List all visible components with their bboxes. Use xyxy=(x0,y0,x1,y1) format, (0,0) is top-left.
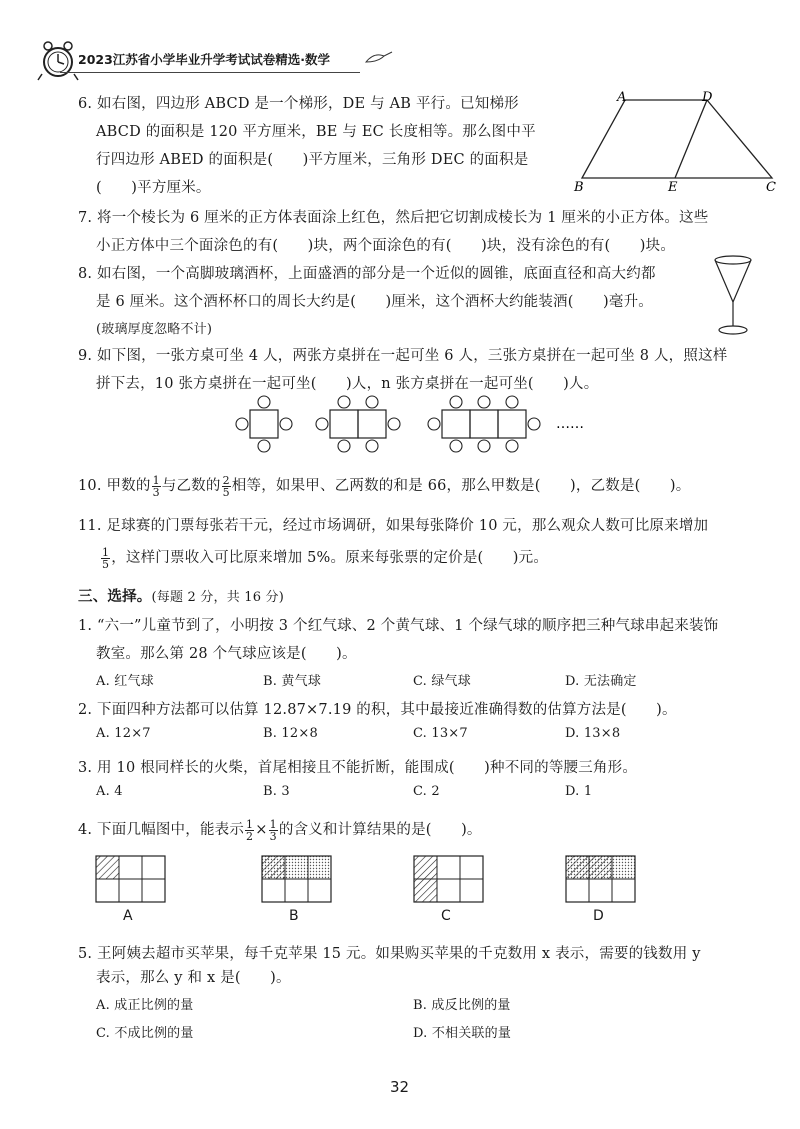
q10-prefix: 10. 甲数的 xyxy=(78,478,151,494)
label-e: E xyxy=(668,180,678,195)
q11-line-2-text: ，这样门票收入可比原来增加 5%。原来每张票的定价是( )元。 xyxy=(111,550,549,566)
leaf-ornament-icon xyxy=(364,48,394,68)
tables-ellipsis: …… xyxy=(556,416,584,432)
q8-line-2: 是 6 厘米。这个酒杯杯口的周长大约是( )厘米，这个酒杯大约能装酒( )毫升。 xyxy=(96,294,653,310)
c3-line-1: 3. 用 10 根同样长的火柴，首尾相接且不能折断，能围成( )种不同的等腰三角形。 xyxy=(78,760,638,776)
q11-fraction xyxy=(101,547,110,570)
c2-option-d[interactable]: D. 13×8 xyxy=(565,726,621,741)
q11-f-den: 5 xyxy=(102,557,110,571)
clock-mascot-icon xyxy=(34,34,82,82)
label-a: A xyxy=(617,90,627,105)
grid-c[interactable] xyxy=(414,856,483,902)
q10-suffix: 相等，如果甲、乙两数的和是 66，那么甲数是( )，乙数是( )。 xyxy=(231,478,691,494)
q11-line-2 xyxy=(100,546,548,570)
c4-fraction-2 xyxy=(269,819,278,842)
c4-f2-num: 1 xyxy=(269,817,277,831)
grid-a[interactable] xyxy=(96,856,165,902)
tables-figure xyxy=(230,392,610,464)
q8-line-1: 8. 如右图，一个高脚玻璃酒杯，上面盛酒的部分是一个近似的圆锥，底面直径和高大约都 xyxy=(78,266,656,282)
c4-fraction-1 xyxy=(245,819,254,842)
grid-label-b: B xyxy=(289,908,299,924)
q8-line-3: (玻璃厚度忽略不计) xyxy=(96,322,213,337)
q9-line-1: 9. 如下图，一张方桌可坐 4 人，两张方桌拼在一起可坐 6 人，三张方桌拼在一起可坐 8 人，照这样 xyxy=(78,348,728,364)
c4-f1-num: 1 xyxy=(246,817,254,831)
c4-line-1 xyxy=(78,818,482,842)
q6-line-3: 行四边形 ABED 的面积是( )平方厘米，三角形 DEC 的面积是 xyxy=(96,152,529,168)
section-3-note: (每题 2 分，共 16 分) xyxy=(151,590,284,605)
q11-line-1: 11. 足球赛的门票每张若干元，经过市场调研，如果每张降价 10 元，那么观众人数可比原来增加 xyxy=(78,518,709,534)
q10-line xyxy=(78,474,690,498)
c2-line-1: 2. 下面四种方法都可以估算 12.87×7.19 的积，其中最接近准确得数的估算方法是( )。 xyxy=(78,702,677,718)
c5-option-a[interactable]: A. 成正比例的量 xyxy=(96,998,194,1013)
q7-line-1: 7. 将一个棱长为 6 厘米的正方体表面涂上红色，然后把它切割成棱长为 1 厘米的小正方体。这些 xyxy=(78,210,709,226)
section-3-heading xyxy=(78,585,284,606)
header-title: 2023江苏省小学毕业升学考试试卷精选·数学 xyxy=(78,52,331,67)
q9-line-2: 拼下去，10 张方桌拼在一起可坐( )人，n 张方桌拼在一起可坐( )人。 xyxy=(96,376,599,392)
c4-times: × xyxy=(255,822,268,838)
c1-option-a[interactable]: A. 红气球 xyxy=(96,674,154,689)
c5-line-1: 5. 王阿姨去超市买苹果，每千克苹果 15 元。如果购买苹果的千克数用 x 表示，需要的钱数用 y xyxy=(78,946,701,962)
grid-b[interactable] xyxy=(262,856,331,902)
label-c: C xyxy=(766,180,776,195)
grid-label-d: D xyxy=(593,908,604,924)
section-3-title: 三、选择。 xyxy=(78,588,152,605)
c3-option-b[interactable]: B. 3 xyxy=(263,784,290,799)
q6-line-2: ABCD 的面积是 120 平方厘米，BE 与 EC 长度相等。那么图中平 xyxy=(96,124,536,140)
q10-f1-den: 3 xyxy=(152,485,160,499)
c4-prefix: 4. 下面几幅图中，能表示 xyxy=(78,822,245,838)
c4-f1-den: 2 xyxy=(246,829,254,843)
q11-f-num: 1 xyxy=(102,545,110,559)
wine-glass-figure xyxy=(708,252,758,340)
c3-option-d[interactable]: D. 1 xyxy=(565,784,593,799)
grid-d[interactable] xyxy=(566,856,635,902)
c4-f2-den: 3 xyxy=(269,829,277,843)
c5-option-c[interactable]: C. 不成比例的量 xyxy=(96,1026,194,1041)
c1-option-b[interactable]: B. 黄气球 xyxy=(263,674,322,689)
c2-option-b[interactable]: B. 12×8 xyxy=(263,726,318,741)
label-b: B xyxy=(574,180,584,195)
q10-f1-num: 1 xyxy=(152,473,160,487)
c1-option-c[interactable]: C. 绿气球 xyxy=(413,674,471,689)
page-number: 32 xyxy=(390,1078,410,1096)
q10-mid: 与乙数的 xyxy=(161,478,221,494)
header-rule xyxy=(60,72,360,73)
c4-suffix: 的含义和计算结果的是( )。 xyxy=(278,822,482,838)
q10-f2-den: 5 xyxy=(222,485,230,499)
c1-line-2: 教室。那么第 28 个气球应该是( )。 xyxy=(96,646,357,662)
q10-fraction-2 xyxy=(222,475,231,498)
c2-option-a[interactable]: A. 12×7 xyxy=(96,726,151,741)
q6-line-4: ( )平方厘米。 xyxy=(96,180,211,196)
c1-option-d[interactable]: D. 无法确定 xyxy=(565,674,637,689)
c5-option-d[interactable]: D. 不相关联的量 xyxy=(413,1026,512,1041)
label-d: D xyxy=(702,90,713,105)
c3-option-c[interactable]: C. 2 xyxy=(413,784,440,799)
grid-label-c: C xyxy=(441,908,451,924)
c4-grids-figure xyxy=(90,852,650,912)
q10-fraction-1 xyxy=(152,475,161,498)
q6-line-1: 6. 如右图，四边形 ABCD 是一个梯形，DE 与 AB 平行。已知梯形 xyxy=(78,96,519,112)
c2-option-c[interactable]: C. 13×7 xyxy=(413,726,468,741)
grid-label-a: A xyxy=(123,908,133,924)
c1-line-1: 1. “六一”儿童节到了，小明按 3 个红气球、2 个黄气球、1 个绿气球的顺序把三种气球串起来装饰 xyxy=(78,618,719,634)
c3-option-a[interactable]: A. 4 xyxy=(96,784,123,799)
c5-option-b[interactable]: B. 成反比例的量 xyxy=(413,998,511,1013)
c5-line-2: 表示，那么 y 和 x 是( )。 xyxy=(96,970,291,986)
q7-line-2: 小正方体中三个面涂色的有( )块，两个面涂色的有( )块，没有涂色的有( )块。 xyxy=(96,238,676,254)
trapezoid-figure xyxy=(570,88,780,198)
q10-f2-num: 2 xyxy=(222,473,230,487)
